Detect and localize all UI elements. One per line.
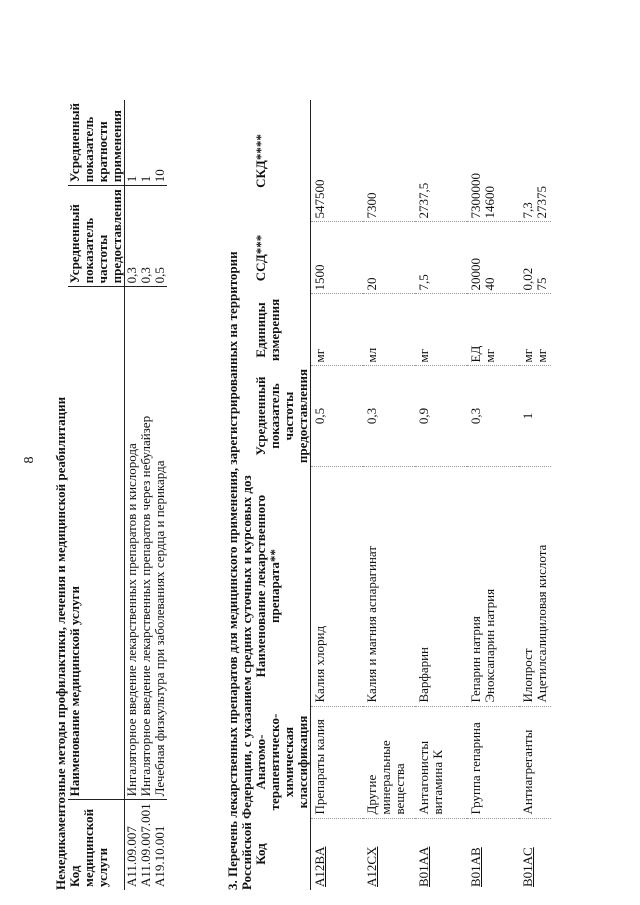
services-table <box>68 100 167 890</box>
drug-sdd: 7,5 <box>415 222 467 294</box>
service-code: A11.09.007.001 <box>138 803 153 887</box>
drug-unit: мл <box>363 294 415 366</box>
table-row <box>139 100 153 890</box>
section-1-title: Немедикаментозные методы профилактики, лечения и медицинской реабилитации <box>53 396 68 890</box>
drug-skd-line: 7300000 <box>468 173 483 219</box>
drug-name-line: Ацетилсалициловая кислота <box>534 544 549 703</box>
drugs-header-row <box>254 100 311 890</box>
service-multiplicity: 10 <box>153 100 167 186</box>
drug-skd <box>467 100 519 222</box>
header-drug-name: Наименование лекарственного препарата** <box>254 466 311 706</box>
drug-frequency <box>519 366 551 466</box>
drug-name <box>519 466 551 706</box>
drug-sdd-line: 20000 <box>468 257 483 291</box>
drug-name-line: Эноксапарин натрия <box>482 588 497 703</box>
drug-code: A12CX <box>364 846 379 887</box>
drug-unit <box>519 294 551 366</box>
service-multiplicity: 1 <box>125 100 140 186</box>
service-frequency: 0,3 <box>139 186 153 287</box>
drug-group: Антиагреганты <box>519 706 551 818</box>
header-multiplicity: Усредненный показатель кратности применения <box>68 100 125 186</box>
table-row <box>415 100 467 890</box>
drug-group: Препараты калия <box>311 706 364 818</box>
table-row <box>519 100 551 890</box>
drug-group: Другие минеральные вещества <box>363 706 415 818</box>
drug-name: Калия и магния аспарагинат <box>363 466 415 706</box>
drugs-table <box>254 100 551 890</box>
drug-skd-line: 27375 <box>534 186 549 219</box>
drug-skd: 547500 <box>311 100 364 222</box>
drug-skd <box>519 100 551 222</box>
drug-sdd-line: 0,02 <box>520 267 535 291</box>
drug-skd: 2737,5 <box>415 100 467 222</box>
drug-sdd <box>467 222 519 294</box>
table-row <box>153 100 167 890</box>
service-frequency: 0,5 <box>153 186 167 287</box>
table-row <box>311 100 364 890</box>
drug-skd-line: 7,3 <box>520 202 535 219</box>
drug-name <box>467 466 519 706</box>
header-skd: СКД**** <box>254 100 311 222</box>
section-3-title-line-1: 3. Перечень лекарственных препаратов для медицинского применения, зарегистрированных на территории <box>225 251 240 890</box>
service-code: A19.10.001 <box>152 825 167 887</box>
drug-unit: мг <box>415 294 467 366</box>
drug-code: A12BA <box>312 846 327 887</box>
services-header-row <box>68 100 125 890</box>
section-1 <box>54 100 167 890</box>
header-units: Единицы измерения <box>254 294 311 366</box>
header-sdd: ССД*** <box>254 222 311 294</box>
header-atc-classification: Анатомо-терапевтическо-химическая классификация <box>254 706 311 818</box>
section-3-title-line-2: Российской Федерации, с указанием средних суточных и курсовых доз <box>239 475 254 890</box>
drug-sdd <box>519 222 551 294</box>
header-frequency: Усредненный показатель частоты предоставления <box>254 366 311 466</box>
service-frequency: 0,3 <box>125 186 140 287</box>
drug-sdd-line: 40 <box>482 277 497 291</box>
drug-frequency: 0,3 <box>363 366 415 466</box>
header-code: Код <box>254 818 311 890</box>
drug-unit-line: мг <box>534 348 549 363</box>
drug-group: Группа гепарина <box>467 706 519 818</box>
drug-unit: мг <box>311 294 364 366</box>
drug-unit-line: мг <box>482 348 497 363</box>
drug-name: Варфарин <box>415 466 467 706</box>
service-multiplicity: 1 <box>139 100 153 186</box>
service-name: Ингаляторное введение лекарственных препаратов через небулайзер <box>139 287 153 800</box>
section-3 <box>226 100 551 890</box>
header-code: Код медицинской услуги <box>68 800 125 890</box>
drug-name-line: Илопрост <box>520 648 535 703</box>
drug-frequency-line: 1 <box>520 412 535 420</box>
table-row <box>363 100 415 890</box>
service-name: Лечебная физкультура при заболеваниях сердца и перикарда <box>153 287 167 800</box>
header-service-name: Наименование медицинской услуги <box>68 287 125 800</box>
drug-frequency: 0,5 <box>311 366 364 466</box>
drug-sdd: 20 <box>363 222 415 294</box>
drug-unit <box>467 294 519 366</box>
drug-group: Антагонисты витамина К <box>415 706 467 818</box>
page-number: 8 <box>22 456 37 464</box>
drug-sdd-line: 75 <box>534 277 549 291</box>
table-row <box>125 100 140 890</box>
drug-name: Калия хлорид <box>311 466 364 706</box>
drug-skd: 7300 <box>363 100 415 222</box>
drug-name-line: Гепарин натрия <box>468 616 483 703</box>
drug-frequency: 0,9 <box>415 366 467 466</box>
service-code: A11.09.007 <box>124 826 139 887</box>
drug-code: B01AB <box>468 847 483 887</box>
drug-frequency: 0,3 <box>467 366 519 466</box>
header-frequency: Усредненный показатель частоты предоставления <box>68 186 125 287</box>
service-name: Ингаляторное введение лекарственных препаратов и кислорода <box>125 287 140 800</box>
drug-unit-line: мг <box>520 348 535 363</box>
drug-unit-line: ЕД <box>468 345 483 363</box>
drug-code: B01AA <box>416 846 431 887</box>
drug-code: B01AC <box>520 847 535 887</box>
drug-skd-line: 14600 <box>482 186 497 219</box>
table-row <box>467 100 519 890</box>
drug-sdd: 1500 <box>311 222 364 294</box>
